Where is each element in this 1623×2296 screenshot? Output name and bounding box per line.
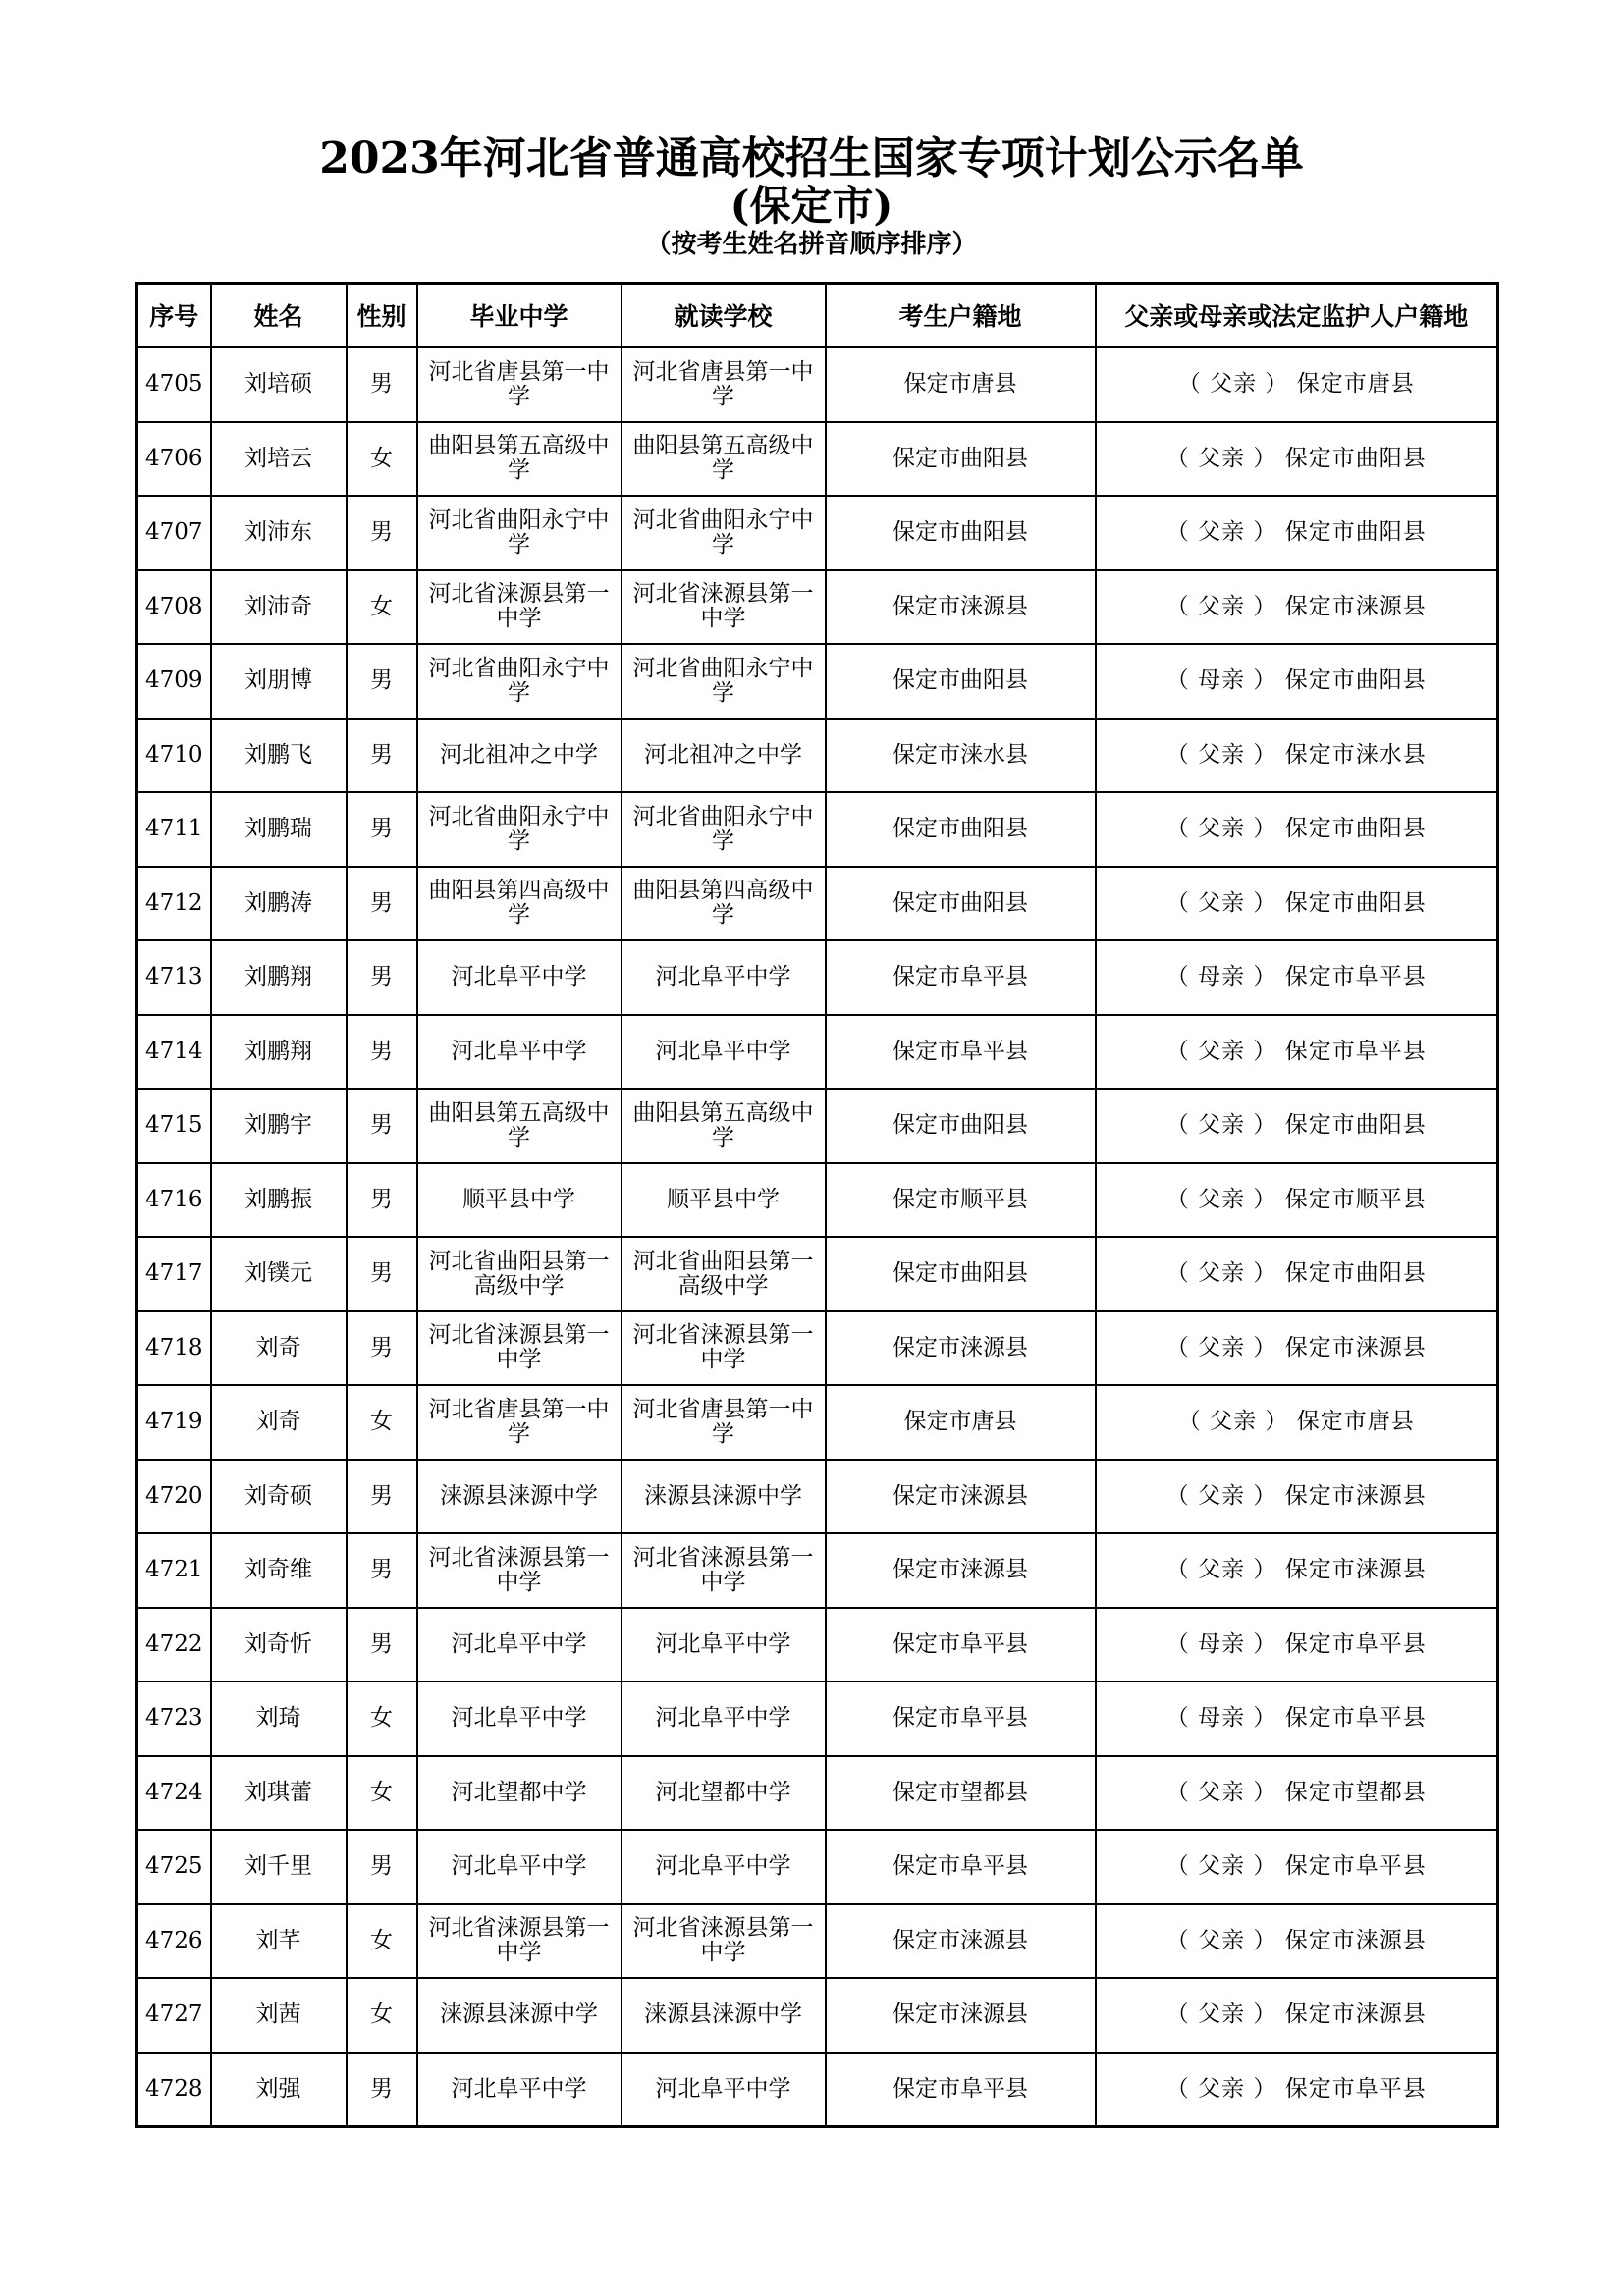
household-registration-cell: 保定市涞源县 bbox=[826, 1533, 1096, 1608]
serial-number-cell: 4719 bbox=[137, 1385, 211, 1460]
graduated-school-cell: 河北省曲阳县第一高级中学 bbox=[417, 1237, 622, 1311]
current-school-cell: 顺平县中学 bbox=[622, 1163, 826, 1238]
column-header: 性别 bbox=[347, 284, 417, 347]
parent-registration-cell: （ 父亲 ） 保定市曲阳县 bbox=[1096, 867, 1498, 941]
serial-number-cell: 4721 bbox=[137, 1533, 211, 1608]
household-registration-cell: 保定市阜平县 bbox=[826, 1830, 1096, 1904]
parent-registration-cell: （ 父亲 ） 保定市唐县 bbox=[1096, 347, 1498, 422]
graduated-school-cell: 曲阳县第四高级中学 bbox=[417, 867, 622, 941]
serial-number-cell: 4716 bbox=[137, 1163, 211, 1238]
parent-registration-cell: （ 父亲 ） 保定市阜平县 bbox=[1096, 1830, 1498, 1904]
name-cell: 刘鹏涛 bbox=[211, 867, 347, 941]
serial-number-cell: 4705 bbox=[137, 347, 211, 422]
column-header: 就读学校 bbox=[622, 284, 826, 347]
page-title: 2023年河北省普通高校招生国家专项计划公示名单 bbox=[319, 133, 1304, 184]
household-registration-cell: 保定市曲阳县 bbox=[826, 496, 1096, 570]
graduated-school-cell: 河北阜平中学 bbox=[417, 1015, 622, 1090]
name-cell: 刘奇忻 bbox=[211, 1608, 347, 1682]
table-row bbox=[137, 792, 1498, 867]
table-body bbox=[137, 347, 1498, 2127]
table-row bbox=[137, 2053, 1498, 2127]
name-cell: 刘强 bbox=[211, 2053, 347, 2127]
table-row bbox=[137, 496, 1498, 570]
name-cell: 刘琪蕾 bbox=[211, 1756, 347, 1831]
current-school-cell: 河北阜平中学 bbox=[622, 1682, 826, 1756]
name-cell: 刘茜 bbox=[211, 1978, 347, 2053]
serial-number-cell: 4728 bbox=[137, 2053, 211, 2127]
name-cell: 刘鹏翔 bbox=[211, 940, 347, 1015]
gender-cell: 女 bbox=[347, 1385, 417, 1460]
current-school-cell: 河北省曲阳永宁中学 bbox=[622, 496, 826, 570]
table-row bbox=[137, 1533, 1498, 1608]
household-registration-cell: 保定市阜平县 bbox=[826, 2053, 1096, 2127]
table-row bbox=[137, 940, 1498, 1015]
graduated-school-cell: 涞源县涞源中学 bbox=[417, 1460, 622, 1534]
current-school-cell: 河北望都中学 bbox=[622, 1756, 826, 1831]
gender-cell: 男 bbox=[347, 1460, 417, 1534]
household-registration-cell: 保定市涞源县 bbox=[826, 1978, 1096, 2053]
household-registration-cell: 保定市涞源县 bbox=[826, 570, 1096, 645]
serial-number-cell: 4712 bbox=[137, 867, 211, 941]
gender-cell: 男 bbox=[347, 1163, 417, 1238]
parent-registration-cell: （ 母亲 ） 保定市曲阳县 bbox=[1096, 644, 1498, 719]
name-cell: 刘沛奇 bbox=[211, 570, 347, 645]
parent-registration-cell: （ 父亲 ） 保定市顺平县 bbox=[1096, 1163, 1498, 1238]
graduated-school-cell: 河北阜平中学 bbox=[417, 2053, 622, 2127]
serial-number-cell: 4724 bbox=[137, 1756, 211, 1831]
serial-number-cell: 4717 bbox=[137, 1237, 211, 1311]
name-cell: 刘鹏飞 bbox=[211, 719, 347, 793]
parent-registration-cell: （ 父亲 ） 保定市涞源县 bbox=[1096, 1533, 1498, 1608]
parent-registration-cell: （ 父亲 ） 保定市望都县 bbox=[1096, 1756, 1498, 1831]
gender-cell: 女 bbox=[347, 1904, 417, 1979]
name-cell: 刘鹏振 bbox=[211, 1163, 347, 1238]
table-row bbox=[137, 1163, 1498, 1238]
table-row bbox=[137, 347, 1498, 422]
parent-registration-cell: （ 父亲 ） 保定市涞水县 bbox=[1096, 719, 1498, 793]
serial-number-cell: 4727 bbox=[137, 1978, 211, 2053]
current-school-cell: 河北省涞源县第一中学 bbox=[622, 570, 826, 645]
current-school-cell: 曲阳县第五高级中学 bbox=[622, 1089, 826, 1163]
table-row bbox=[137, 644, 1498, 719]
graduated-school-cell: 河北省涞源县第一中学 bbox=[417, 1311, 622, 1386]
serial-number-cell: 4709 bbox=[137, 644, 211, 719]
current-school-cell: 河北阜平中学 bbox=[622, 1608, 826, 1682]
household-registration-cell: 保定市顺平县 bbox=[826, 1163, 1096, 1238]
current-school-cell: 河北阜平中学 bbox=[622, 2053, 826, 2127]
gender-cell: 男 bbox=[347, 792, 417, 867]
sort-note: （按考生姓名拼音顺序排序） bbox=[645, 230, 978, 259]
name-cell: 刘镤元 bbox=[211, 1237, 347, 1311]
serial-number-cell: 4707 bbox=[137, 496, 211, 570]
household-registration-cell: 保定市唐县 bbox=[826, 1385, 1096, 1460]
graduated-school-cell: 河北省涞源县第一中学 bbox=[417, 1533, 622, 1608]
graduated-school-cell: 河北阜平中学 bbox=[417, 940, 622, 1015]
table-row bbox=[137, 1385, 1498, 1460]
current-school-cell: 河北省曲阳永宁中学 bbox=[622, 792, 826, 867]
table-row bbox=[137, 1608, 1498, 1682]
graduated-school-cell: 河北省曲阳永宁中学 bbox=[417, 644, 622, 719]
parent-registration-cell: （ 父亲 ） 保定市曲阳县 bbox=[1096, 1237, 1498, 1311]
parent-registration-cell: （ 父亲 ） 保定市曲阳县 bbox=[1096, 1089, 1498, 1163]
parent-registration-cell: （ 父亲 ） 保定市阜平县 bbox=[1096, 1015, 1498, 1090]
graduated-school-cell: 河北省曲阳永宁中学 bbox=[417, 496, 622, 570]
gender-cell: 男 bbox=[347, 1089, 417, 1163]
current-school-cell: 河北省涞源县第一中学 bbox=[622, 1533, 826, 1608]
gender-cell: 男 bbox=[347, 1608, 417, 1682]
household-registration-cell: 保定市阜平县 bbox=[826, 1608, 1096, 1682]
graduated-school-cell: 河北省涞源县第一中学 bbox=[417, 1904, 622, 1979]
household-registration-cell: 保定市涞源县 bbox=[826, 1460, 1096, 1534]
serial-number-cell: 4713 bbox=[137, 940, 211, 1015]
current-school-cell: 河北省唐县第一中学 bbox=[622, 347, 826, 422]
serial-number-cell: 4715 bbox=[137, 1089, 211, 1163]
serial-number-cell: 4711 bbox=[137, 792, 211, 867]
name-cell: 刘鹏翔 bbox=[211, 1015, 347, 1090]
parent-registration-cell: （ 父亲 ） 保定市曲阳县 bbox=[1096, 496, 1498, 570]
current-school-cell: 河北省曲阳永宁中学 bbox=[622, 644, 826, 719]
household-registration-cell: 保定市涞水县 bbox=[826, 719, 1096, 793]
serial-number-cell: 4725 bbox=[137, 1830, 211, 1904]
roster-table bbox=[135, 282, 1499, 2128]
name-cell: 刘奇维 bbox=[211, 1533, 347, 1608]
household-registration-cell: 保定市望都县 bbox=[826, 1756, 1096, 1831]
current-school-cell: 河北省唐县第一中学 bbox=[622, 1385, 826, 1460]
parent-registration-cell: （ 父亲 ） 保定市唐县 bbox=[1096, 1385, 1498, 1460]
parent-registration-cell: （ 母亲 ） 保定市阜平县 bbox=[1096, 1608, 1498, 1682]
column-header: 考生户籍地 bbox=[826, 284, 1096, 347]
graduated-school-cell: 顺平县中学 bbox=[417, 1163, 622, 1238]
graduated-school-cell: 河北省曲阳永宁中学 bbox=[417, 792, 622, 867]
current-school-cell: 涞源县涞源中学 bbox=[622, 1978, 826, 2053]
household-registration-cell: 保定市涞源县 bbox=[826, 1904, 1096, 1979]
household-registration-cell: 保定市阜平县 bbox=[826, 940, 1096, 1015]
parent-registration-cell: （ 父亲 ） 保定市阜平县 bbox=[1096, 2053, 1498, 2127]
page-subtitle: (保定市) bbox=[730, 182, 893, 230]
table-row bbox=[137, 1756, 1498, 1831]
name-cell: 刘朋博 bbox=[211, 644, 347, 719]
current-school-cell: 曲阳县第四高级中学 bbox=[622, 867, 826, 941]
name-cell: 刘鹏宇 bbox=[211, 1089, 347, 1163]
current-school-cell: 曲阳县第五高级中学 bbox=[622, 422, 826, 497]
parent-registration-cell: （ 父亲 ） 保定市涞源县 bbox=[1096, 1311, 1498, 1386]
gender-cell: 男 bbox=[347, 1311, 417, 1386]
graduated-school-cell: 河北阜平中学 bbox=[417, 1830, 622, 1904]
name-cell: 刘琦 bbox=[211, 1682, 347, 1756]
parent-registration-cell: （ 母亲 ） 保定市阜平县 bbox=[1096, 1682, 1498, 1756]
table-row bbox=[137, 1237, 1498, 1311]
gender-cell: 男 bbox=[347, 719, 417, 793]
gender-cell: 女 bbox=[347, 422, 417, 497]
column-header: 序号 bbox=[137, 284, 211, 347]
gender-cell: 男 bbox=[347, 940, 417, 1015]
table-row bbox=[137, 1904, 1498, 1979]
gender-cell: 男 bbox=[347, 867, 417, 941]
household-registration-cell: 保定市曲阳县 bbox=[826, 644, 1096, 719]
table-row bbox=[137, 1830, 1498, 1904]
name-cell: 刘沛东 bbox=[211, 496, 347, 570]
serial-number-cell: 4723 bbox=[137, 1682, 211, 1756]
graduated-school-cell: 河北省唐县第一中学 bbox=[417, 1385, 622, 1460]
table-row bbox=[137, 719, 1498, 793]
current-school-cell: 河北祖冲之中学 bbox=[622, 719, 826, 793]
parent-registration-cell: （ 父亲 ） 保定市曲阳县 bbox=[1096, 422, 1498, 497]
current-school-cell: 河北省涞源县第一中学 bbox=[622, 1904, 826, 1979]
gender-cell: 女 bbox=[347, 1756, 417, 1831]
household-registration-cell: 保定市曲阳县 bbox=[826, 867, 1096, 941]
table-row bbox=[137, 1460, 1498, 1534]
name-cell: 刘奇 bbox=[211, 1311, 347, 1386]
gender-cell: 女 bbox=[347, 1978, 417, 2053]
current-school-cell: 河北阜平中学 bbox=[622, 1830, 826, 1904]
serial-number-cell: 4720 bbox=[137, 1460, 211, 1534]
column-header: 毕业中学 bbox=[417, 284, 622, 347]
table-row bbox=[137, 422, 1498, 497]
graduated-school-cell: 河北望都中学 bbox=[417, 1756, 622, 1831]
household-registration-cell: 保定市曲阳县 bbox=[826, 1089, 1096, 1163]
gender-cell: 男 bbox=[347, 1237, 417, 1311]
gender-cell: 男 bbox=[347, 1015, 417, 1090]
name-cell: 刘千里 bbox=[211, 1830, 347, 1904]
household-registration-cell: 保定市阜平县 bbox=[826, 1682, 1096, 1756]
graduated-school-cell: 曲阳县第五高级中学 bbox=[417, 1089, 622, 1163]
table-row bbox=[137, 1682, 1498, 1756]
name-cell: 刘芊 bbox=[211, 1904, 347, 1979]
graduated-school-cell: 河北省唐县第一中学 bbox=[417, 347, 622, 422]
parent-registration-cell: （ 父亲 ） 保定市涞源县 bbox=[1096, 1904, 1498, 1979]
graduated-school-cell: 河北祖冲之中学 bbox=[417, 719, 622, 793]
gender-cell: 男 bbox=[347, 1533, 417, 1608]
table-row bbox=[137, 1015, 1498, 1090]
current-school-cell: 涞源县涞源中学 bbox=[622, 1460, 826, 1534]
serial-number-cell: 4706 bbox=[137, 422, 211, 497]
current-school-cell: 河北省曲阳县第一高级中学 bbox=[622, 1237, 826, 1311]
gender-cell: 女 bbox=[347, 1682, 417, 1756]
household-registration-cell: 保定市阜平县 bbox=[826, 1015, 1096, 1090]
parent-registration-cell: （ 父亲 ） 保定市涞源县 bbox=[1096, 1978, 1498, 2053]
current-school-cell: 河北阜平中学 bbox=[622, 940, 826, 1015]
column-header: 姓名 bbox=[211, 284, 347, 347]
gender-cell: 男 bbox=[347, 1830, 417, 1904]
gender-cell: 男 bbox=[347, 496, 417, 570]
graduated-school-cell: 涞源县涞源中学 bbox=[417, 1978, 622, 2053]
household-registration-cell: 保定市曲阳县 bbox=[826, 422, 1096, 497]
graduated-school-cell: 曲阳县第五高级中学 bbox=[417, 422, 622, 497]
household-registration-cell: 保定市涞源县 bbox=[826, 1311, 1096, 1386]
gender-cell: 男 bbox=[347, 347, 417, 422]
serial-number-cell: 4714 bbox=[137, 1015, 211, 1090]
gender-cell: 男 bbox=[347, 644, 417, 719]
serial-number-cell: 4726 bbox=[137, 1904, 211, 1979]
graduated-school-cell: 河北阜平中学 bbox=[417, 1608, 622, 1682]
table-row bbox=[137, 1311, 1498, 1386]
household-registration-cell: 保定市曲阳县 bbox=[826, 1237, 1096, 1311]
graduated-school-cell: 河北阜平中学 bbox=[417, 1682, 622, 1756]
table-row bbox=[137, 867, 1498, 941]
serial-number-cell: 4710 bbox=[137, 719, 211, 793]
name-cell: 刘鹏瑞 bbox=[211, 792, 347, 867]
household-registration-cell: 保定市唐县 bbox=[826, 347, 1096, 422]
gender-cell: 男 bbox=[347, 2053, 417, 2127]
serial-number-cell: 4718 bbox=[137, 1311, 211, 1386]
household-registration-cell: 保定市曲阳县 bbox=[826, 792, 1096, 867]
name-cell: 刘奇 bbox=[211, 1385, 347, 1460]
table-row bbox=[137, 1089, 1498, 1163]
column-header: 父亲或母亲或法定监护人户籍地 bbox=[1096, 284, 1498, 347]
name-cell: 刘奇硕 bbox=[211, 1460, 347, 1534]
serial-number-cell: 4722 bbox=[137, 1608, 211, 1682]
table-row bbox=[137, 1978, 1498, 2053]
current-school-cell: 河北阜平中学 bbox=[622, 1015, 826, 1090]
parent-registration-cell: （ 父亲 ） 保定市涞源县 bbox=[1096, 1460, 1498, 1534]
gender-cell: 女 bbox=[347, 570, 417, 645]
parent-registration-cell: （ 母亲 ） 保定市阜平县 bbox=[1096, 940, 1498, 1015]
table-row bbox=[137, 570, 1498, 645]
name-cell: 刘培云 bbox=[211, 422, 347, 497]
graduated-school-cell: 河北省涞源县第一中学 bbox=[417, 570, 622, 645]
current-school-cell: 河北省涞源县第一中学 bbox=[622, 1311, 826, 1386]
name-cell: 刘培硕 bbox=[211, 347, 347, 422]
serial-number-cell: 4708 bbox=[137, 570, 211, 645]
parent-registration-cell: （ 父亲 ） 保定市曲阳县 bbox=[1096, 792, 1498, 867]
table-header-row bbox=[137, 284, 1498, 347]
parent-registration-cell: （ 父亲 ） 保定市涞源县 bbox=[1096, 570, 1498, 645]
